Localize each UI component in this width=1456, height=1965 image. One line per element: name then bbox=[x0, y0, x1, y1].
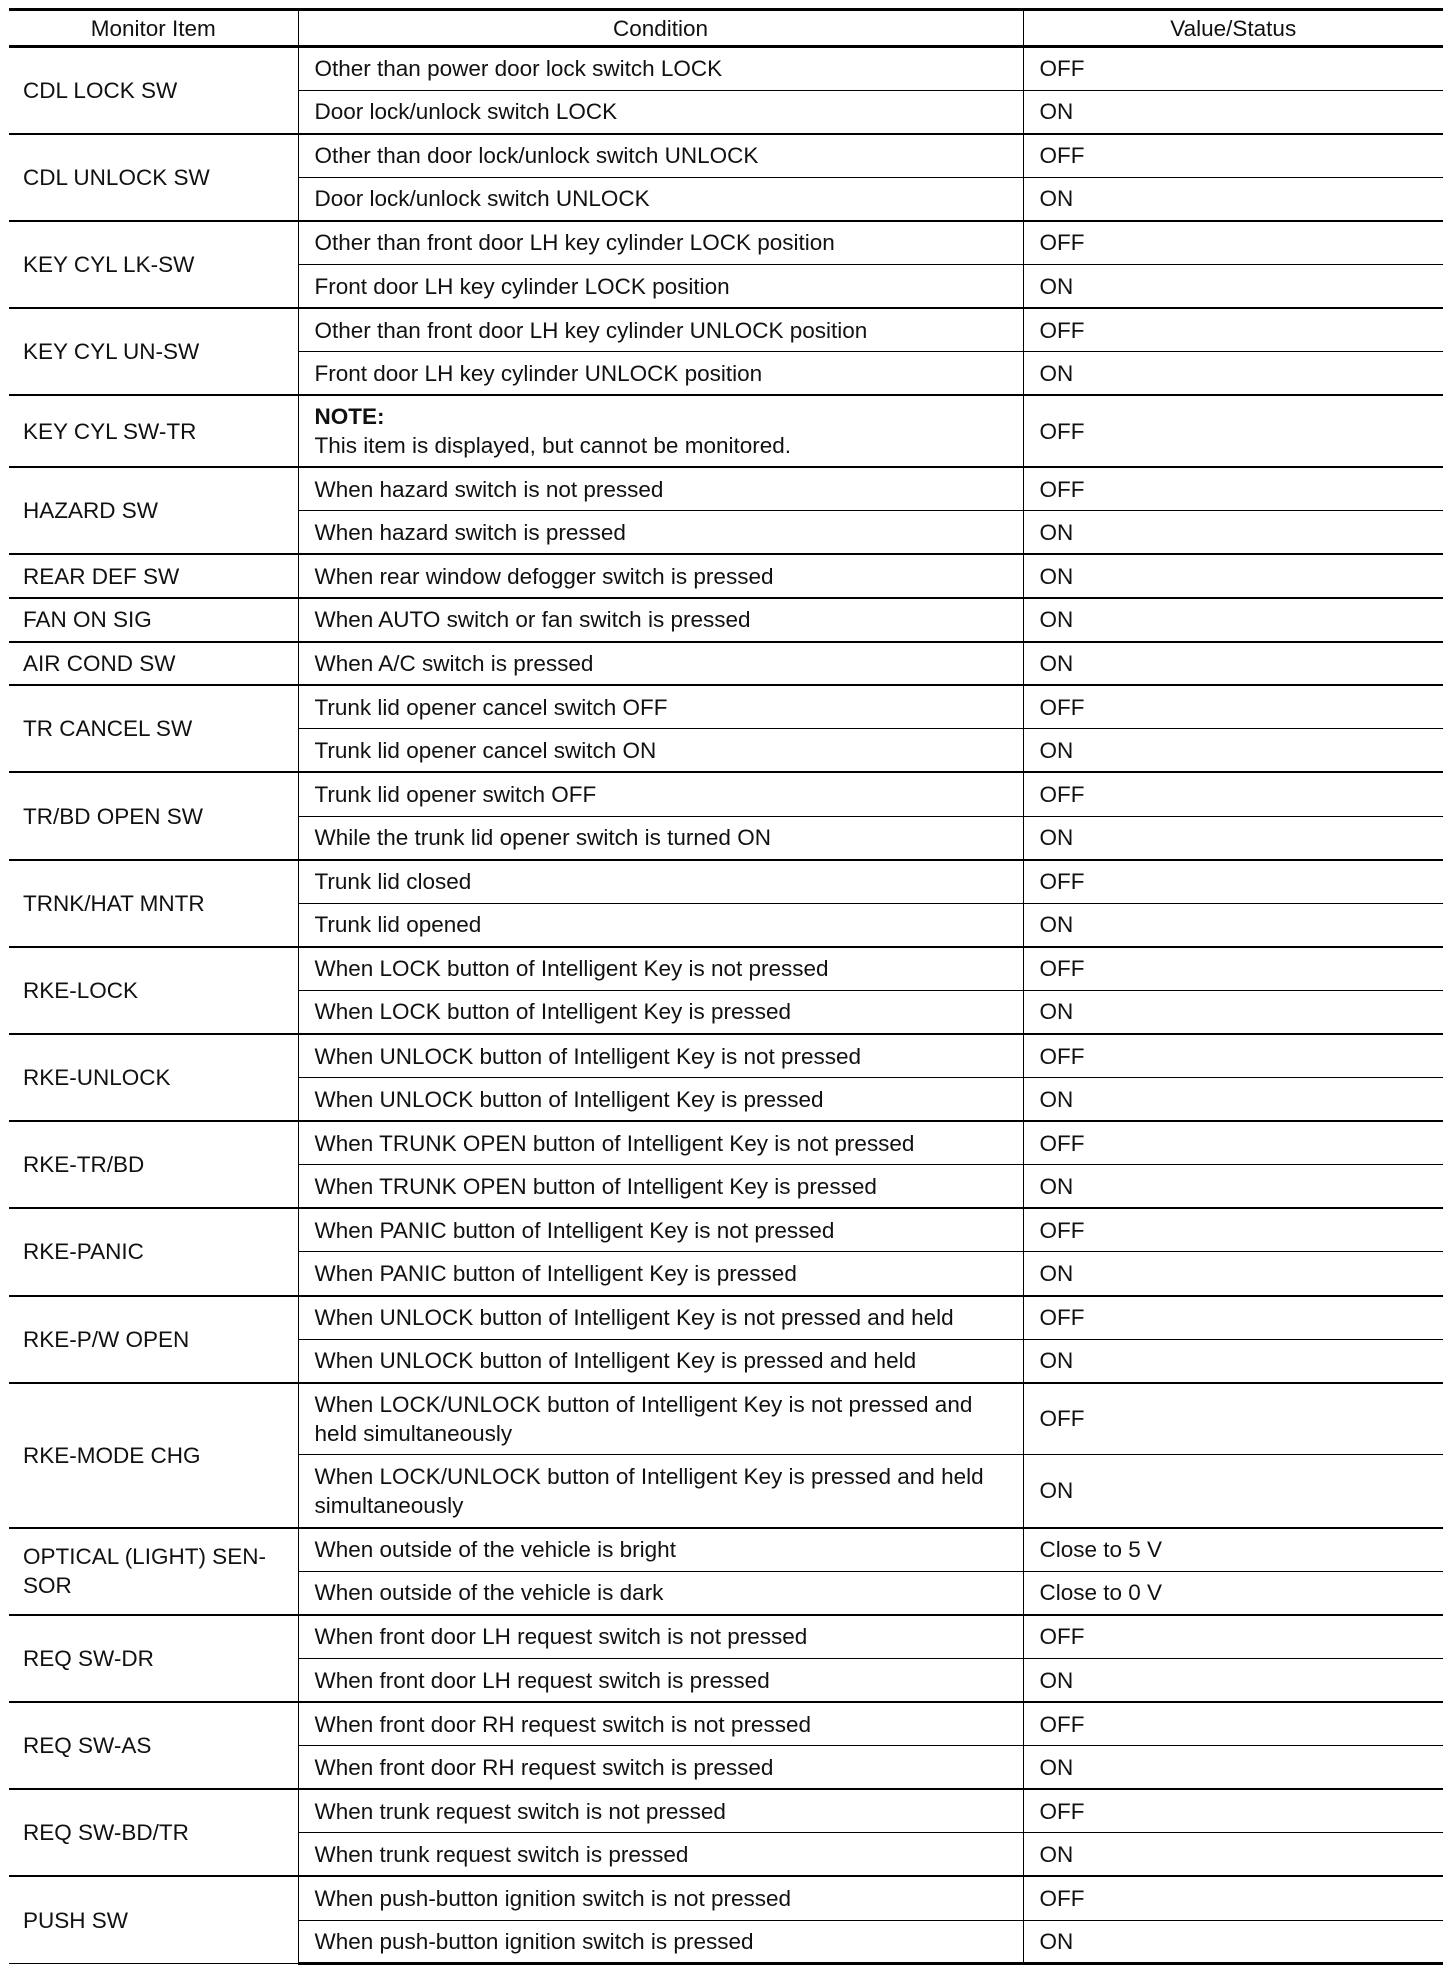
condition-cell: When hazard switch is not pressed bbox=[298, 467, 1023, 511]
table-row bbox=[9, 642, 1443, 686]
table-row bbox=[9, 1383, 1443, 1455]
table-row bbox=[9, 308, 1443, 352]
condition-cell: When rear window defogger switch is pressed bbox=[298, 554, 1023, 598]
monitor-item-table bbox=[9, 8, 1443, 1965]
value-status-cell: OFF bbox=[1023, 47, 1443, 91]
condition-cell: Trunk lid opened bbox=[298, 903, 1023, 947]
table-header bbox=[9, 10, 1443, 47]
condition-cell: When LOCK/UNLOCK button of Intelligent Key is not pressed and held simultaneously bbox=[298, 1383, 1023, 1455]
table-body bbox=[9, 47, 1443, 1964]
condition-cell: Front door LH key cylinder UNLOCK position bbox=[298, 352, 1023, 396]
value-status-cell: OFF bbox=[1023, 1208, 1443, 1252]
monitor-item-cell: RKE-UNLOCK bbox=[9, 1034, 298, 1121]
condition-cell: When TRUNK OPEN button of Intelligent Key is not pressed bbox=[298, 1121, 1023, 1165]
value-status-cell: ON bbox=[1023, 177, 1443, 221]
value-status-cell: OFF bbox=[1023, 1789, 1443, 1833]
value-status-cell: OFF bbox=[1023, 685, 1443, 729]
monitor-item-cell: FAN ON SIG bbox=[9, 598, 298, 642]
condition-cell: When PANIC button of Intelligent Key is not pressed bbox=[298, 1208, 1023, 1252]
monitor-item-cell: TR CANCEL SW bbox=[9, 685, 298, 772]
monitor-item-cell: CDL LOCK SW bbox=[9, 47, 298, 134]
monitor-item-cell: REAR DEF SW bbox=[9, 554, 298, 598]
monitor-item-cell: OPTICAL (LIGHT) SEN-SOR bbox=[9, 1528, 298, 1615]
table-row bbox=[9, 467, 1443, 511]
value-status-cell: ON bbox=[1023, 642, 1443, 686]
table-row bbox=[9, 221, 1443, 265]
value-status-cell: ON bbox=[1023, 1659, 1443, 1703]
value-status-cell: ON bbox=[1023, 511, 1443, 555]
condition-cell: When outside of the vehicle is bright bbox=[298, 1528, 1023, 1572]
monitor-item-cell: RKE-TR/BD bbox=[9, 1121, 298, 1208]
table-row bbox=[9, 860, 1443, 904]
condition-cell: Other than door lock/unlock switch UNLOCK bbox=[298, 134, 1023, 178]
table-row bbox=[9, 1876, 1443, 1920]
condition-cell: Door lock/unlock switch UNLOCK bbox=[298, 177, 1023, 221]
table-row bbox=[9, 1702, 1443, 1746]
monitor-item-cell: TRNK/HAT MNTR bbox=[9, 860, 298, 947]
condition-cell: When UNLOCK button of Intelligent Key is pressed bbox=[298, 1078, 1023, 1122]
condition-cell: When outside of the vehicle is dark bbox=[298, 1571, 1023, 1615]
value-status-cell: OFF bbox=[1023, 1615, 1443, 1659]
condition-cell: When A/C switch is pressed bbox=[298, 642, 1023, 686]
condition-cell: When push-button ignition switch is pressed bbox=[298, 1920, 1023, 1964]
condition-cell: When LOCK/UNLOCK button of Intelligent Key is pressed and held simultaneously bbox=[298, 1455, 1023, 1528]
value-status-cell: ON bbox=[1023, 90, 1443, 134]
value-status-cell: ON bbox=[1023, 729, 1443, 773]
value-status-cell: ON bbox=[1023, 264, 1443, 308]
monitor-item-cell: REQ SW-DR bbox=[9, 1615, 298, 1702]
condition-cell: Door lock/unlock switch LOCK bbox=[298, 90, 1023, 134]
condition-cell: When hazard switch is pressed bbox=[298, 511, 1023, 555]
value-status-cell: ON bbox=[1023, 598, 1443, 642]
note-text: This item is displayed, but cannot be monitored. bbox=[314, 433, 791, 459]
value-status-cell: OFF bbox=[1023, 221, 1443, 265]
value-status-cell: ON bbox=[1023, 352, 1443, 396]
value-status-cell: ON bbox=[1023, 1746, 1443, 1790]
monitor-item-cell: RKE-LOCK bbox=[9, 947, 298, 1034]
table-row bbox=[9, 1208, 1443, 1252]
condition-cell: Other than front door LH key cylinder LOCK position bbox=[298, 221, 1023, 265]
table-row bbox=[9, 598, 1443, 642]
table-row bbox=[9, 47, 1443, 91]
note-label: NOTE: bbox=[314, 404, 385, 430]
table-row bbox=[9, 772, 1443, 816]
condition-cell: When AUTO switch or fan switch is pressed bbox=[298, 598, 1023, 642]
value-status-cell: ON bbox=[1023, 1339, 1443, 1383]
table-row bbox=[9, 1789, 1443, 1833]
value-status-cell: OFF bbox=[1023, 467, 1443, 511]
condition-cell: When push-button ignition switch is not pressed bbox=[298, 1876, 1023, 1920]
condition-cell: Trunk lid opener cancel switch OFF bbox=[298, 685, 1023, 729]
monitor-item-cell: RKE-PANIC bbox=[9, 1208, 298, 1295]
value-status-cell: OFF bbox=[1023, 395, 1443, 467]
header-value-status: Value/Status bbox=[1023, 10, 1443, 47]
monitor-item-cell: REQ SW-AS bbox=[9, 1702, 298, 1789]
condition-cell: Trunk lid opener switch OFF bbox=[298, 772, 1023, 816]
condition-cell: When LOCK button of Intelligent Key is not pressed bbox=[298, 947, 1023, 991]
value-status-cell: ON bbox=[1023, 1165, 1443, 1209]
condition-cell: When trunk request switch is not pressed bbox=[298, 1789, 1023, 1833]
condition-cell: When UNLOCK button of Intelligent Key is pressed and held bbox=[298, 1339, 1023, 1383]
value-status-cell: OFF bbox=[1023, 1702, 1443, 1746]
value-status-cell: ON bbox=[1023, 1078, 1443, 1122]
table-row bbox=[9, 554, 1443, 598]
table-row bbox=[9, 1528, 1443, 1572]
condition-cell: Other than front door LH key cylinder UNLOCK position bbox=[298, 308, 1023, 352]
value-status-cell: OFF bbox=[1023, 1296, 1443, 1340]
value-status-cell: ON bbox=[1023, 1252, 1443, 1296]
condition-cell: When TRUNK OPEN button of Intelligent Key is pressed bbox=[298, 1165, 1023, 1209]
monitor-item-cell: KEY CYL LK-SW bbox=[9, 221, 298, 308]
value-status-cell: OFF bbox=[1023, 947, 1443, 991]
value-status-cell: OFF bbox=[1023, 772, 1443, 816]
header-row bbox=[9, 10, 1443, 47]
value-status-cell: OFF bbox=[1023, 308, 1443, 352]
condition-cell: Front door LH key cylinder LOCK position bbox=[298, 264, 1023, 308]
condition-cell: When UNLOCK button of Intelligent Key is not pressed and held bbox=[298, 1296, 1023, 1340]
value-status-cell: ON bbox=[1023, 1920, 1443, 1964]
monitor-item-cell: REQ SW-BD/TR bbox=[9, 1789, 298, 1876]
monitor-item-cell: CDL UNLOCK SW bbox=[9, 134, 298, 221]
monitor-item-cell: AIR COND SW bbox=[9, 642, 298, 686]
value-status-cell: ON bbox=[1023, 1455, 1443, 1528]
monitor-item-cell: KEY CYL SW-TR bbox=[9, 395, 298, 467]
condition-cell: When front door LH request switch is pressed bbox=[298, 1659, 1023, 1703]
table-row bbox=[9, 1615, 1443, 1659]
condition-cell: When front door RH request switch is pressed bbox=[298, 1746, 1023, 1790]
table-row bbox=[9, 685, 1443, 729]
table-row bbox=[9, 1034, 1443, 1078]
value-status-cell: ON bbox=[1023, 554, 1443, 598]
table-row bbox=[9, 947, 1443, 991]
condition-cell: Trunk lid opener cancel switch ON bbox=[298, 729, 1023, 773]
monitor-item-cell: KEY CYL UN-SW bbox=[9, 308, 298, 395]
table-row bbox=[9, 395, 1443, 467]
condition-cell: Other than power door lock switch LOCK bbox=[298, 47, 1023, 91]
monitor-item-cell: RKE-MODE CHG bbox=[9, 1383, 298, 1528]
condition-cell: When trunk request switch is pressed bbox=[298, 1833, 1023, 1877]
value-status-cell: OFF bbox=[1023, 1034, 1443, 1078]
table-row bbox=[9, 134, 1443, 178]
value-status-cell: ON bbox=[1023, 1833, 1443, 1877]
value-status-cell: OFF bbox=[1023, 134, 1443, 178]
condition-cell: When front door RH request switch is not pressed bbox=[298, 1702, 1023, 1746]
value-status-cell: ON bbox=[1023, 990, 1443, 1034]
monitor-item-cell: HAZARD SW bbox=[9, 467, 298, 554]
value-status-cell: ON bbox=[1023, 903, 1443, 947]
value-status-cell: ON bbox=[1023, 816, 1443, 860]
monitor-item-cell: RKE-P/W OPEN bbox=[9, 1296, 298, 1383]
condition-cell: Trunk lid closed bbox=[298, 860, 1023, 904]
monitor-item-cell: TR/BD OPEN SW bbox=[9, 772, 298, 859]
table-row bbox=[9, 1296, 1443, 1340]
table-row bbox=[9, 1121, 1443, 1165]
value-status-cell: OFF bbox=[1023, 1383, 1443, 1455]
value-status-cell: OFF bbox=[1023, 860, 1443, 904]
condition-cell bbox=[298, 395, 1023, 467]
condition-cell: When LOCK button of Intelligent Key is pressed bbox=[298, 990, 1023, 1034]
condition-cell: When PANIC button of Intelligent Key is pressed bbox=[298, 1252, 1023, 1296]
value-status-cell: Close to 5 V bbox=[1023, 1528, 1443, 1572]
monitor-item-cell: PUSH SW bbox=[9, 1876, 298, 1963]
condition-cell: When front door LH request switch is not pressed bbox=[298, 1615, 1023, 1659]
condition-cell: When UNLOCK button of Intelligent Key is not pressed bbox=[298, 1034, 1023, 1078]
value-status-cell: OFF bbox=[1023, 1876, 1443, 1920]
condition-cell: While the trunk lid opener switch is turned ON bbox=[298, 816, 1023, 860]
value-status-cell: OFF bbox=[1023, 1121, 1443, 1165]
header-condition: Condition bbox=[298, 10, 1023, 47]
value-status-cell: Close to 0 V bbox=[1023, 1571, 1443, 1615]
header-monitor-item: Monitor Item bbox=[9, 10, 298, 47]
